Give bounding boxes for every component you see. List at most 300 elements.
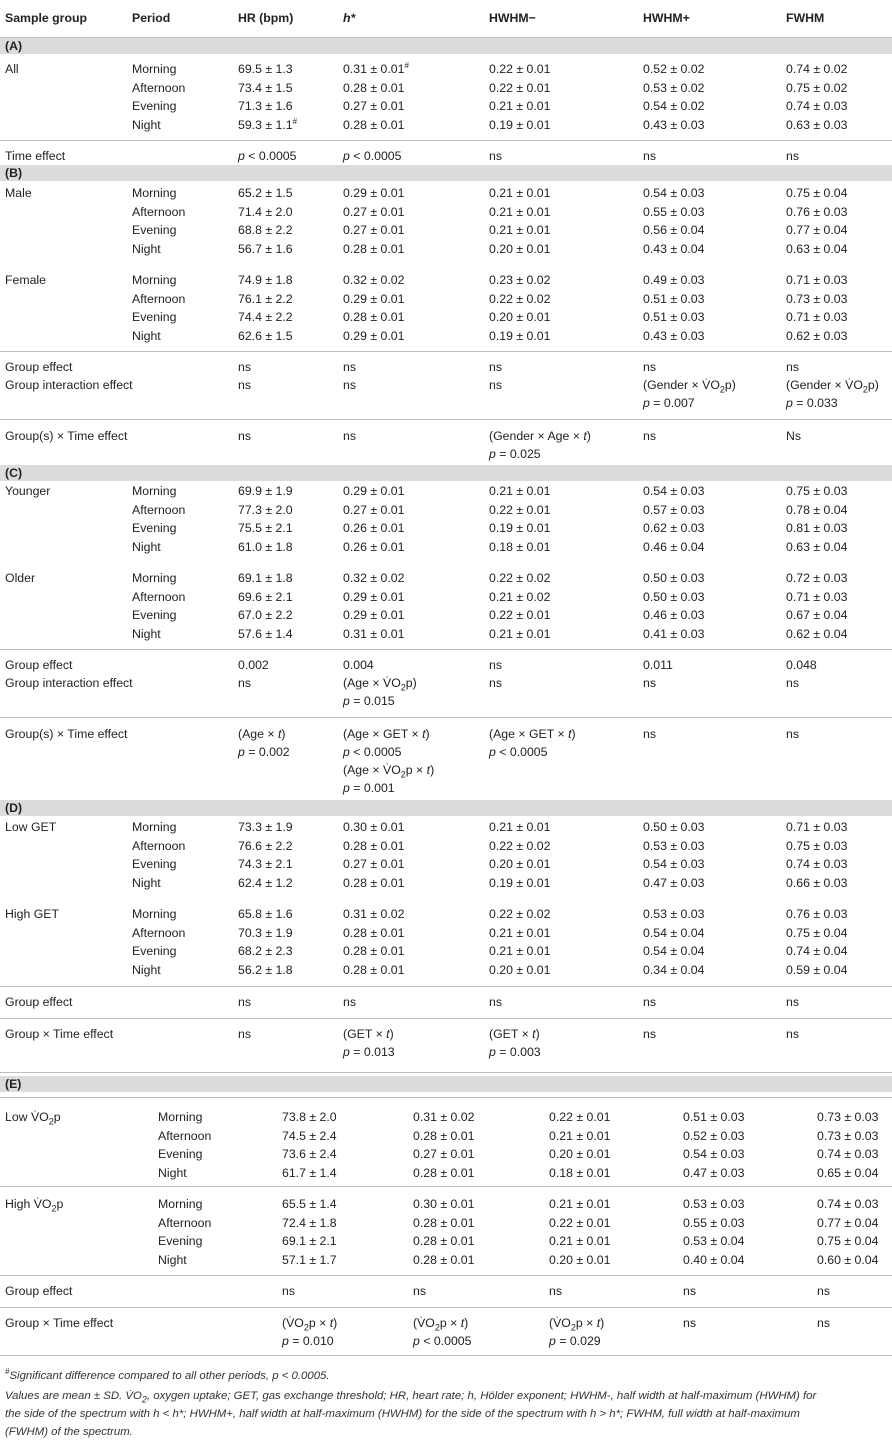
table-cell: 0.71 ± 0.03: [786, 589, 848, 604]
section-band: [0, 38, 892, 54]
table-cell: Night: [132, 539, 161, 554]
table-cell: 0.75 ± 0.02: [786, 80, 848, 95]
table-cell: ns: [238, 360, 251, 374]
table-cell: $(V̇O_2p \times t)$: [413, 1316, 469, 1333]
table-cell: Evening: [158, 1234, 203, 1248]
table-cell: 0.27 ± 0.01: [343, 99, 405, 113]
table-cell: Afternoon: [158, 1128, 212, 1143]
table-cell: 0.30 ± 0.01: [413, 1197, 475, 1211]
table-cell: 0.73 ± 0.03: [786, 291, 848, 306]
section-band: [0, 465, 892, 481]
table-cell: 0.22 ± 0.01: [489, 62, 551, 76]
table-cell: 0.28 ± 0.01: [413, 1234, 475, 1248]
table-cell: 0.54 ± 0.02: [643, 99, 705, 113]
table-cell: Group effect: [5, 1284, 73, 1298]
table-cell: Morning: [132, 484, 177, 498]
table-cell: Evening: [132, 99, 177, 113]
table-cell: 76.1 ± 2.2: [238, 291, 293, 306]
table-cell: ns: [786, 1027, 799, 1041]
table-cell: (Gender × $V̇O_2p$): [643, 378, 736, 395]
table-cell: 68.8 ± 2.2: [238, 223, 293, 237]
table-cell: 0.81 ± 0.03: [786, 521, 848, 535]
table-cell: 0.71 ± 0.03: [786, 273, 848, 287]
table-cell: Evening: [132, 608, 177, 622]
table-cell: 74.3 ± 2.1: [238, 857, 293, 871]
col-period: Period: [132, 11, 171, 25]
table-cell: 0.63 ± 0.04: [786, 539, 848, 554]
table-cell: 0.22 ± 0.01: [489, 502, 551, 517]
table-cell: p = 0.029: [549, 1334, 601, 1348]
table-cell: 73.4 ± 1.5: [238, 80, 293, 95]
section-label: (C): [5, 466, 23, 480]
table-cell: 77.3 ± 2.0: [238, 502, 293, 517]
table-cell: 0.19 ± 0.01: [489, 328, 551, 343]
table-cell: Evening: [132, 944, 177, 958]
table-cell: 0.76 ± 0.03: [786, 204, 848, 219]
table-cell: (Age × t): [238, 727, 286, 741]
table-cell: 0.32 ± 0.02: [343, 571, 405, 585]
table-cell: 0.62 ± 0.03: [786, 328, 848, 343]
table-cell: High $V̇O_2p$: [5, 1197, 64, 1214]
table-cell: 0.21 ± 0.01: [549, 1234, 611, 1248]
row-divider: [0, 1097, 892, 1098]
table-cell: 0.73 ± 0.03: [817, 1128, 879, 1143]
table-cell: p < 0.0005: [238, 149, 297, 163]
table-cell: 0.29 ± 0.01: [343, 186, 405, 200]
table-cell: 0.74 ± 0.04: [786, 944, 848, 958]
table-cell: 0.21 ± 0.01: [549, 1197, 611, 1211]
table-cell: 73.3 ± 1.9: [238, 820, 293, 834]
table-cell: ns: [238, 676, 251, 690]
row-divider: [0, 1275, 892, 1276]
table-cell: ns: [786, 727, 799, 741]
table-cell: 67.0 ± 2.2: [238, 608, 293, 622]
table-cell: 0.22 ± 0.01: [549, 1110, 611, 1124]
table-cell: ns: [343, 995, 356, 1009]
table-cell: 0.29 ± 0.01: [343, 484, 405, 498]
table-cell: p = 0.002: [238, 745, 290, 759]
table-cell: Evening: [132, 857, 177, 871]
table-cell: 0.54 ± 0.03: [643, 857, 705, 871]
table-cell: 0.77 ± 0.04: [817, 1215, 879, 1230]
table-cell: 0.49 ± 0.03: [643, 273, 705, 287]
table-cell: (GET × t): [489, 1027, 540, 1041]
table-cell: 0.23 ± 0.02: [489, 273, 551, 287]
table-cell: 0.47 ± 0.03: [643, 875, 705, 890]
table-cell: 0.21 ± 0.01: [489, 925, 551, 940]
row-divider: [0, 1018, 892, 1019]
table-cell: ns: [282, 1284, 295, 1298]
col-hr: HR (bpm): [238, 11, 294, 25]
table-cell: 0.57 ± 0.03: [643, 502, 705, 517]
table-cell: 0.28 ± 0.01: [413, 1128, 475, 1143]
table-cell: (Age × GET × t): [343, 727, 430, 741]
table-cell: 74.9 ± 1.8: [238, 273, 293, 287]
row-divider: [0, 717, 892, 718]
table-cell: 0.29 ± 0.01: [343, 608, 405, 622]
table-cell: Group × Time effect: [5, 1316, 114, 1330]
table-cell: Night: [132, 241, 161, 256]
table-cell: Younger: [5, 484, 51, 498]
table-cell: Group(s) × Time effect: [5, 727, 128, 741]
table-cell: 0.22 ± 0.02: [489, 571, 551, 585]
table-cell: Night: [158, 1165, 187, 1180]
table-cell: 0.51 ± 0.03: [643, 291, 705, 306]
table-cell: 0.22 ± 0.02: [489, 907, 551, 921]
table-cell: Group interaction effect: [5, 378, 133, 392]
table-cell: 0.27 ± 0.01: [413, 1147, 475, 1161]
table-cell: 0.47 ± 0.03: [683, 1165, 745, 1180]
table-cell: Group effect: [5, 360, 73, 374]
table-cell: 61.0 ± 1.8: [238, 539, 293, 554]
table-cell: ns: [786, 676, 799, 690]
table-cell: 0.54 ± 0.03: [643, 484, 705, 498]
table-cell: ns: [489, 149, 502, 163]
table-cell: 0.62 ± 0.04: [786, 626, 848, 641]
row-divider: [0, 351, 892, 352]
table-cell: ns: [343, 429, 356, 443]
table-cell: p = 0.033: [786, 396, 838, 410]
table-cell: Group(s) × Time effect: [5, 429, 128, 443]
table-cell: 0.56 ± 0.04: [643, 223, 705, 237]
row-divider: [0, 1072, 892, 1073]
table-cell: Morning: [132, 907, 177, 921]
table-cell: $(Age \times V̇O_2p \times t)$: [343, 763, 435, 780]
table-cell: p = 0.025: [489, 447, 541, 461]
table-cell: 0.75 ± 0.03: [786, 484, 848, 498]
table-cell: 69.5 ± 1.3: [238, 62, 293, 76]
table-cell: Morning: [132, 820, 177, 834]
table-cell: 0.28 ± 0.01: [343, 80, 405, 95]
table-cell: 0.43 ± 0.03: [643, 117, 705, 132]
table-cell: p < 0.0005: [343, 149, 402, 163]
table-cell: 0.20 ± 0.01: [489, 857, 551, 871]
table-cell: 70.3 ± 1.9: [238, 925, 293, 940]
table-cell: 0.75 ± 0.04: [817, 1234, 879, 1248]
table-cell: p = 0.013: [343, 1045, 395, 1059]
table-cell: Afternoon: [158, 1215, 212, 1230]
col-h-star: h*: [343, 11, 356, 25]
table-cell: 0.40 ± 0.04: [683, 1252, 745, 1267]
table-cell: Evening: [158, 1147, 203, 1161]
table-cell: ns: [238, 429, 251, 443]
table-cell: 0.43 ± 0.04: [643, 241, 705, 256]
table-cell: 0.28 ± 0.01: [343, 962, 405, 977]
table-cell: 0.66 ± 0.03: [786, 875, 848, 890]
table-cell: 0.21 ± 0.01: [489, 223, 551, 237]
table-cell: 0.32 ± 0.02: [343, 273, 405, 287]
col-sample-group: Sample group: [5, 11, 87, 25]
table-cell: p < 0.0005: [343, 745, 402, 759]
table-cell: 0.53 ± 0.02: [643, 80, 705, 95]
table-cell: Morning: [158, 1110, 203, 1124]
table-cell: 0.54 ± 0.03: [683, 1147, 745, 1161]
table-cell: 0.011: [643, 658, 673, 672]
table-cell: 0.28 ± 0.01: [343, 838, 405, 853]
row-divider: [0, 419, 892, 420]
table-cell: 65.8 ± 1.6: [238, 907, 293, 921]
table-cell: 69.1 ± 2.1: [282, 1234, 337, 1248]
table-cell: 68.2 ± 2.3: [238, 944, 293, 958]
table-cell: 0.22 ± 0.01: [489, 80, 551, 95]
row-divider: [0, 1307, 892, 1308]
table-cell: ns: [786, 995, 799, 1009]
table-cell: 0.62 ± 0.03: [643, 521, 705, 535]
table-cell: 56.7 ± 1.6: [238, 241, 293, 256]
table-cell: Group × Time effect: [5, 1027, 114, 1041]
table-cell: 0.63 ± 0.04: [786, 241, 848, 256]
table-cell: All: [5, 62, 19, 76]
table-cell: Night: [132, 962, 161, 977]
table-cell: ns: [643, 149, 656, 163]
table-cell: 0.21 ± 0.01: [549, 1128, 611, 1143]
table-cell: 0.71 ± 0.03: [786, 310, 848, 324]
table-cell: 0.20 ± 0.01: [489, 962, 551, 977]
table-cell: 0.73 ± 0.03: [817, 1110, 879, 1124]
table-cell: Afternoon: [132, 291, 186, 306]
row-divider: [0, 1355, 892, 1356]
table-cell: 0.43 ± 0.03: [643, 328, 705, 343]
table-cell: 0.26 ± 0.01: [343, 539, 405, 554]
table-cell: 56.2 ± 1.8: [238, 962, 293, 977]
table-cell: 0.65 ± 0.04: [817, 1165, 879, 1180]
table-cell: ns: [817, 1284, 830, 1298]
table-cell: 0.34 ± 0.04: [643, 962, 705, 977]
table-cell: 0.28 ± 0.01: [343, 925, 405, 940]
table-cell: 0.29 ± 0.01: [343, 291, 405, 306]
table-cell: 0.27 ± 0.01: [343, 223, 405, 237]
table-cell: Afternoon: [132, 925, 186, 940]
table-cell: Afternoon: [132, 589, 186, 604]
table-cell: 0.21 ± 0.01: [489, 626, 551, 641]
table-cell: $(Age \times V̇O_2p)$: [343, 676, 417, 693]
table-cell: 69.9 ± 1.9: [238, 484, 293, 498]
table-cell: Ns: [786, 429, 802, 443]
table-cell: Low $V̇O_2p$: [5, 1110, 61, 1127]
table-cell: 0.53 ± 0.03: [643, 907, 705, 921]
table-cell: 72.4 ± 1.8: [282, 1215, 337, 1230]
table-cell: 0.74 ± 0.03: [786, 857, 848, 871]
table-cell: 0.60 ± 0.04: [817, 1252, 879, 1267]
table-cell: Morning: [132, 62, 177, 76]
table-cell: Afternoon: [132, 80, 186, 95]
table-cell: 0.28 ± 0.01: [343, 310, 405, 324]
table-cell: 75.5 ± 2.1: [238, 521, 293, 535]
table-cell: 0.53 ± 0.03: [643, 838, 705, 853]
table-cell: 0.28 ± 0.01: [343, 944, 405, 958]
table-cell: 0.31 ± 0.01: [343, 626, 405, 641]
table-cell: 0.21 ± 0.02: [489, 589, 551, 604]
table-cell: 69.6 ± 2.1: [238, 589, 293, 604]
table-cell: 0.52 ± 0.02: [643, 62, 705, 76]
table-cell: 0.22 ± 0.01: [549, 1215, 611, 1230]
table-cell: 0.55 ± 0.03: [683, 1215, 745, 1230]
table-cell: 74.4 ± 2.2: [238, 310, 293, 324]
table-cell: 0.28 ± 0.01: [413, 1215, 475, 1230]
table-cell: 74.5 ± 2.4: [282, 1128, 337, 1143]
table-cell: 0.21 ± 0.01: [489, 204, 551, 219]
table-cell: 0.19 ± 0.01: [489, 875, 551, 890]
table-cell: High GET: [5, 907, 59, 921]
table-cell: 73.6 ± 2.4: [282, 1147, 337, 1161]
table-cell: 0.19 ± 0.01: [489, 117, 551, 132]
table-cell: 0.22 ± 0.02: [489, 291, 551, 306]
footnote-significance: #Significant difference compared to all other periods, p < 0.0005.: [5, 1367, 330, 1382]
table-cell: 0.20 ± 0.01: [489, 241, 551, 256]
table-cell: 0.21 ± 0.01: [489, 99, 551, 113]
table-cell: Morning: [132, 571, 177, 585]
table-cell: 0.22 ± 0.02: [489, 838, 551, 853]
table-cell: Group effect: [5, 995, 73, 1009]
table-cell: Female: [5, 273, 47, 287]
table-cell: 65.5 ± 1.4: [282, 1197, 337, 1211]
table-cell: 65.2 ± 1.5: [238, 186, 293, 200]
table-cell: 69.1 ± 1.8: [238, 571, 293, 585]
table-cell: 0.002: [238, 658, 269, 672]
table-cell: 0.53 ± 0.03: [683, 1197, 745, 1211]
table-cell: 0.51 ± 0.03: [643, 310, 705, 324]
table-cell: 0.21 ± 0.01: [489, 944, 551, 958]
table-cell: 0.31 ± 0.01#: [343, 60, 409, 76]
table-cell: Afternoon: [132, 204, 186, 219]
table-cell: 76.6 ± 2.2: [238, 838, 293, 853]
table-cell: 0.41 ± 0.03: [643, 626, 705, 641]
table-cell: 73.8 ± 2.0: [282, 1110, 337, 1124]
table-cell: Afternoon: [132, 838, 186, 853]
table-cell: 57.1 ± 1.7: [282, 1252, 337, 1267]
table-cell: ns: [683, 1284, 696, 1298]
col-fwhm: FWHM: [786, 11, 825, 25]
table-cell: ns: [489, 378, 502, 392]
table-cell: 0.75 ± 0.04: [786, 925, 848, 940]
table-cell: ns: [489, 658, 502, 672]
table-cell: Older: [5, 571, 36, 585]
table-cell: ns: [643, 727, 656, 741]
col-hwhm-minus: HWHM−: [489, 11, 536, 25]
table-cell: 71.4 ± 2.0: [238, 204, 293, 219]
table-cell: 0.21 ± 0.01: [489, 820, 551, 834]
table-cell: p = 0.015: [343, 694, 395, 708]
table-cell: (GET × t): [343, 1027, 394, 1041]
table-cell: 0.75 ± 0.04: [786, 186, 848, 200]
table-cell: Night: [158, 1252, 187, 1267]
table-cell: 0.54 ± 0.04: [643, 925, 705, 940]
table-cell: ns: [238, 378, 251, 392]
table-cell: ns: [643, 995, 656, 1009]
section-band: [0, 165, 892, 181]
table-cell: p = 0.003: [489, 1045, 541, 1059]
table-cell: $(V̇O_2p \times t)$: [282, 1316, 338, 1333]
table-cell: ns: [786, 149, 799, 163]
table-cell: 0.78 ± 0.04: [786, 502, 848, 517]
table-cell: p = 0.001: [343, 781, 395, 795]
row-divider: [0, 1186, 892, 1187]
table-cell: Male: [5, 186, 32, 200]
table-cell: 0.28 ± 0.01: [343, 241, 405, 256]
table-cell: Afternoon: [132, 502, 186, 517]
table-cell: 0.77 ± 0.04: [786, 223, 848, 237]
table-cell: Evening: [132, 223, 177, 237]
table-cell: Time effect: [5, 149, 66, 163]
table-cell: ns: [549, 1284, 562, 1298]
footnote-definitions-3: (FWHM) of the spectrum.: [5, 1426, 133, 1438]
table-cell: Morning: [158, 1197, 203, 1211]
footnote-definitions-1: Values are mean ± SD. $V̇O_2$, oxygen uptake; GET, gas exchange threshold; HR, heart rate; h, Hölder exponent; HWHM-, half width at half-maximum (HWHM) for: [5, 1390, 817, 1405]
table-cell: Morning: [132, 186, 177, 200]
table-cell: 0.27 ± 0.01: [343, 857, 405, 871]
table-cell: 0.30 ± 0.01: [343, 820, 405, 834]
section-band: [0, 800, 892, 816]
table-cell: 0.20 ± 0.01: [489, 310, 551, 324]
table-cell: 0.21 ± 0.01: [489, 484, 551, 498]
table-cell: Evening: [132, 310, 177, 324]
table-cell: 0.46 ± 0.04: [643, 539, 705, 554]
table-cell: 0.27 ± 0.01: [343, 502, 405, 517]
table-cell: Night: [132, 328, 161, 343]
table-cell: 0.19 ± 0.01: [489, 521, 551, 535]
table-cell: (Age × GET × t): [489, 727, 576, 741]
table-cell: ns: [343, 360, 356, 374]
table-cell: 71.3 ± 1.6: [238, 99, 293, 113]
table-cell: 0.74 ± 0.03: [817, 1197, 879, 1211]
table-cell: 0.004: [343, 658, 374, 672]
table-cell: 0.71 ± 0.03: [786, 820, 848, 834]
table-cell: 0.51 ± 0.03: [683, 1110, 745, 1124]
table-cell: Night: [132, 117, 161, 132]
table-cell: 0.72 ± 0.03: [786, 571, 848, 585]
table-cell: ns: [643, 360, 656, 374]
table-cell: (Gender × $V̇O_2p$): [786, 378, 879, 395]
table-cell: 0.54 ± 0.03: [643, 186, 705, 200]
row-divider: [0, 649, 892, 650]
table-cell: ns: [643, 1027, 656, 1041]
table-cell: 0.63 ± 0.03: [786, 117, 848, 132]
table-cell: 0.75 ± 0.03: [786, 838, 848, 853]
table-cell: 0.74 ± 0.03: [817, 1147, 879, 1161]
table-cell: 0.52 ± 0.03: [683, 1128, 745, 1143]
section-label: (A): [5, 39, 23, 53]
table-cell: 0.28 ± 0.01: [413, 1252, 475, 1267]
table-cell: Evening: [132, 521, 177, 535]
table-cell: ns: [643, 429, 656, 443]
table-cell: ns: [489, 360, 502, 374]
table-cell: 0.55 ± 0.03: [643, 204, 705, 219]
table-cell: 0.18 ± 0.01: [549, 1165, 611, 1180]
table-cell: p = 0.007: [643, 396, 695, 410]
table-header: [0, 0, 892, 37]
col-hwhm-plus: HWHM+: [643, 11, 690, 25]
table-cell: 0.54 ± 0.04: [643, 944, 705, 958]
table-cell: 0.28 ± 0.01: [413, 1165, 475, 1180]
table-cell: p = 0.010: [282, 1334, 334, 1348]
section-band: [0, 1076, 892, 1092]
table-cell: 0.048: [786, 658, 817, 672]
table-cell: 0.21 ± 0.01: [489, 186, 551, 200]
table-cell: 0.29 ± 0.01: [343, 589, 405, 604]
table-cell: 0.29 ± 0.01: [343, 328, 405, 343]
table-cell: 0.31 ± 0.02: [413, 1110, 475, 1124]
table-cell: ns: [238, 1027, 251, 1041]
table-cell: 59.3 ± 1.1#: [238, 116, 298, 132]
table-cell: ns: [786, 360, 799, 374]
section-label: (E): [5, 1077, 22, 1091]
table-cell: ns: [489, 676, 502, 690]
table-cell: 0.76 ± 0.03: [786, 907, 848, 921]
table-cell: 0.74 ± 0.02: [786, 62, 848, 76]
table-cell: 0.50 ± 0.03: [643, 571, 705, 585]
table-cell: $(V̇O_2p \times t)$: [549, 1316, 605, 1333]
section-label: (D): [5, 801, 23, 815]
